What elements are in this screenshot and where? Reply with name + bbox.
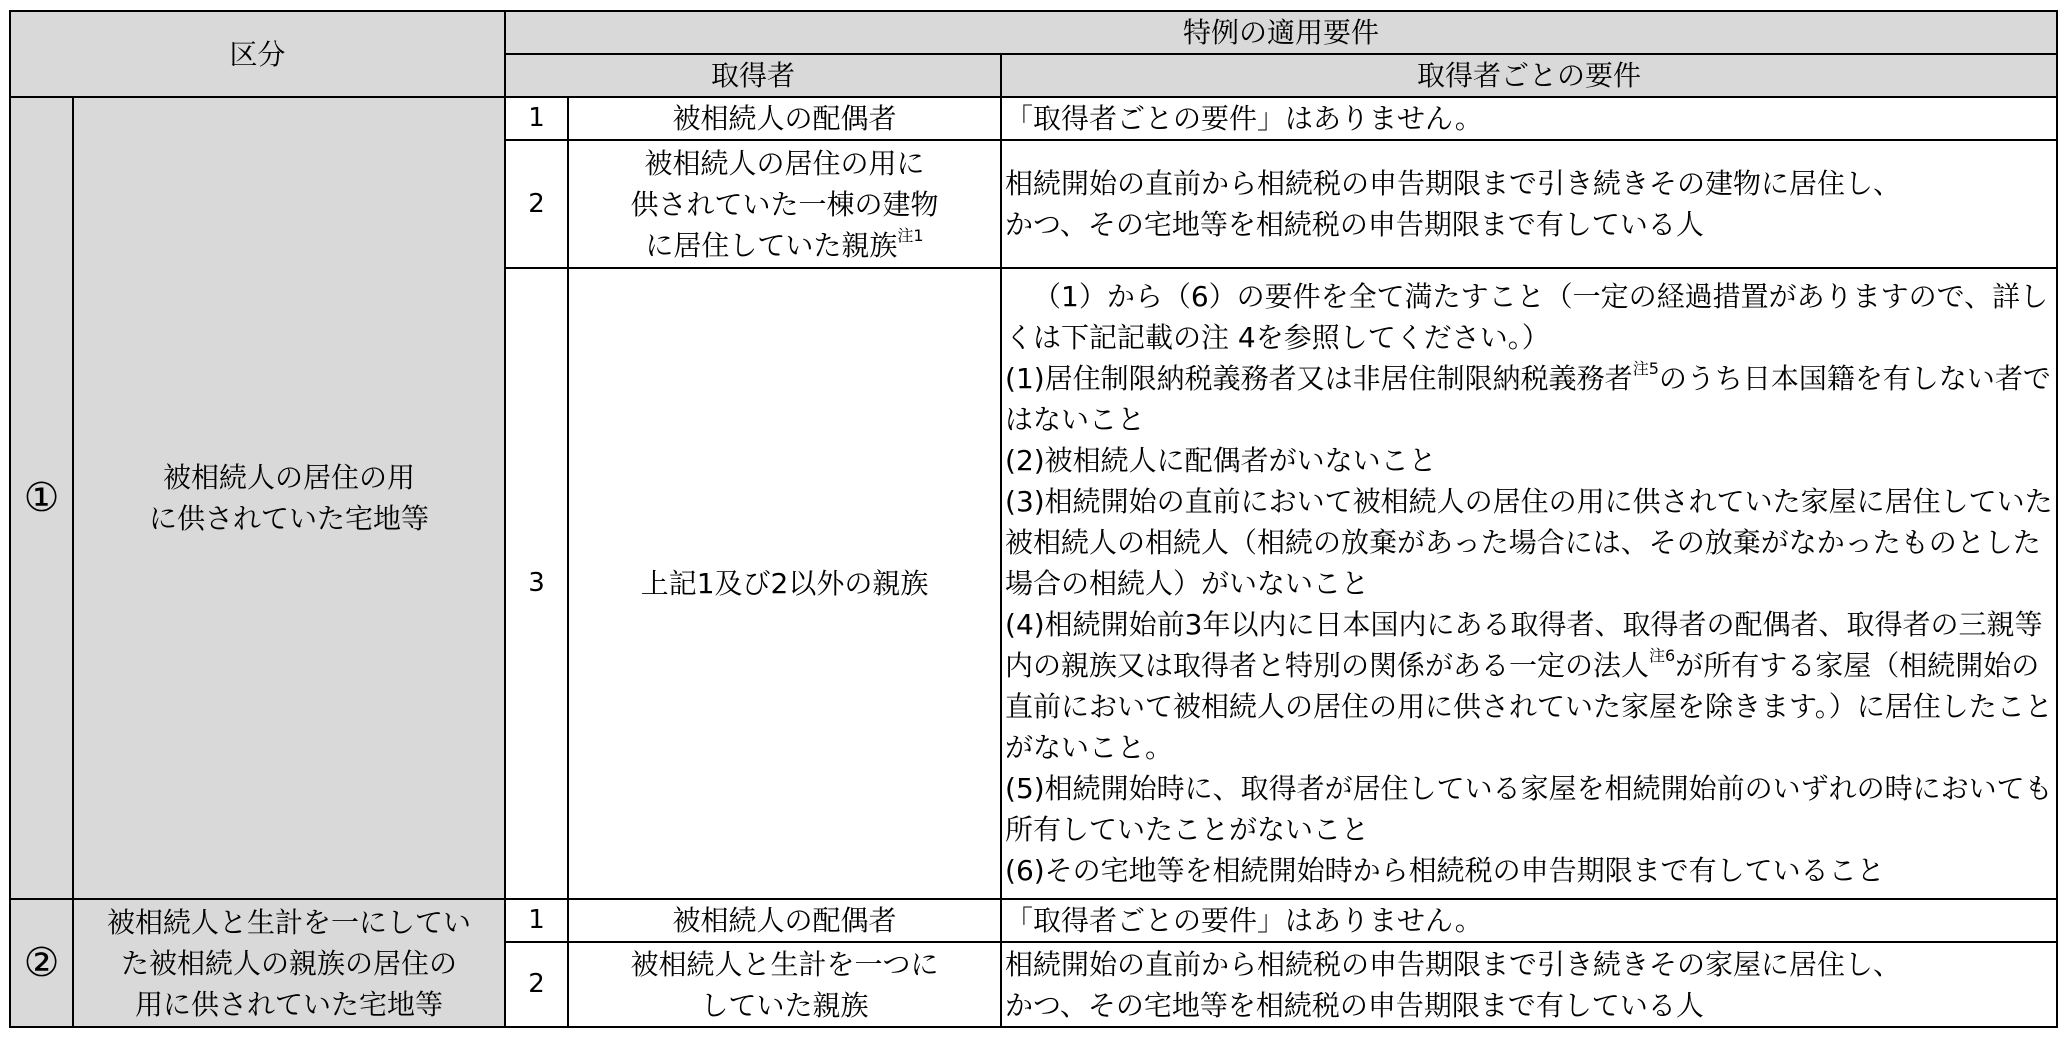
s1-row2-acquirer	[568, 140, 1001, 268]
s1-row3-c1-note: 注5	[1632, 359, 1659, 378]
s2-row1-acquirer: 被相続人の配偶者	[568, 899, 1001, 942]
section1-label	[73, 97, 505, 899]
s1-row2-acquirer-line2: 供されていた一棟の建物	[630, 187, 939, 221]
s1-row3-acquirer: 上記1及び2以外の親族	[568, 268, 1001, 899]
s1-row3-c1a: (1)居住制限納税義務者又は非居住制限納税義務者	[1005, 362, 1633, 395]
s1-row2-note-ref: 注1	[897, 225, 924, 245]
section2-mark: ②	[10, 899, 73, 1027]
s1-row2-req-line1: 相続開始の直前から相続税の申告期限まで引き続きその建物に居住し、	[1005, 167, 1902, 200]
s1-row3-no: 3	[505, 268, 568, 899]
s2-row2-req-line2: かつ、その宅地等を相続税の申告期限まで有している人	[1005, 988, 1704, 1022]
requirements-table	[9, 10, 2058, 1028]
s1-row2-acquirer-line1: 被相続人の居住の用に	[644, 146, 925, 180]
s2-row2-acquirer-line2: していた親族	[700, 988, 869, 1022]
s1-row3-c4b: が所有する家屋（相続開始の直前において被相続人の居住の用に供されていた家屋を除きます。）に居住したことがないこと。	[1005, 649, 2053, 764]
s1-row3-condition2: (2)被相続人に配偶者がいないこと	[1005, 444, 1437, 477]
s1-row3-condition6: (6)その宅地等を相続開始時から相続税の申告期限まで有していること	[1005, 854, 1885, 887]
s1-row2-acquirer-line3	[573, 225, 996, 266]
section2-label-line3: 用に供されていた宅地等	[135, 987, 444, 1021]
s1-row1-requirement: 「取得者ごとの要件」はありません。	[1001, 97, 2057, 140]
s2-row2-requirement	[1001, 942, 2057, 1027]
s1-row1-acquirer: 被相続人の配偶者	[568, 97, 1001, 140]
s1-row2-req-line2: かつ、その宅地等を相続税の申告期限まで有している人	[1005, 208, 1704, 241]
section2-label	[73, 899, 505, 1027]
section1-label-line1: 被相続人の居住の用	[163, 461, 416, 494]
s2-row2-acquirer	[568, 942, 1001, 1027]
header-youken: 取得者ごとの要件	[1001, 54, 2057, 97]
s1-row3-condition5: (5)相続開始時に、取得者が居住している家屋を相続開始前のいずれの時においても所有していたことがないこと	[1005, 772, 2053, 846]
s1-row3-intro: （1）から（6）の要件を全て満たすこと（一定の経過措置がありますので、詳しくは下記記載の注 4を参照してください。）	[1005, 280, 2049, 354]
s2-row2-no: 2	[505, 942, 568, 1027]
s1-row2-requirement	[1001, 140, 2057, 268]
header-kubun: 区分	[10, 11, 505, 97]
s1-row3-condition3: (3)相続開始の直前において被相続人の居住の用に供されていた家屋に居住していた被相続人の相続人（相続の放棄があった場合には、その放棄がなかったものとした場合の相続人）がいないこと	[1005, 485, 2053, 600]
section2-label-line1: 被相続人と生計を一にしてい	[107, 905, 472, 939]
section1-mark: ①	[10, 97, 73, 899]
s1-row1-no: 1	[505, 97, 568, 140]
s1-row3-c1b: のうち日本国籍を有しない者ではないこと	[1005, 362, 2051, 436]
s1-row3-condition1	[1005, 358, 2056, 440]
s2-row2-acquirer-line1: 被相続人と生計を一つに	[630, 947, 939, 981]
s2-row1-no: 1	[505, 899, 568, 942]
header-tokurei: 特例の適用要件	[505, 11, 2057, 54]
s1-row3-c4-note: 注6	[1649, 646, 1676, 665]
section1-label-line2: に供されていた宅地等	[149, 502, 430, 535]
s2-row2-req-line1: 相続開始の直前から相続税の申告期限まで引き続きその家屋に居住し、	[1005, 947, 1902, 981]
s1-row3-c4a: (4)相続開始前3年以内に日本国内にある取得者、取得者の配偶者、取得者の三親等内の親族又は取得者と特別の関係がある一定の法人	[1005, 608, 2043, 682]
section2-label-line2: た被相続人の親族の居住の	[121, 946, 458, 980]
header-shutokusha: 取得者	[505, 54, 1001, 97]
s1-row2-acquirer-line3-text: に居住していた親族	[645, 228, 898, 262]
s2-row1-requirement: 「取得者ごとの要件」はありません。	[1001, 899, 2057, 942]
s1-row3-condition4	[1005, 604, 2056, 768]
s1-row2-no: 2	[505, 140, 568, 268]
s1-row3-requirement	[1001, 268, 2057, 899]
